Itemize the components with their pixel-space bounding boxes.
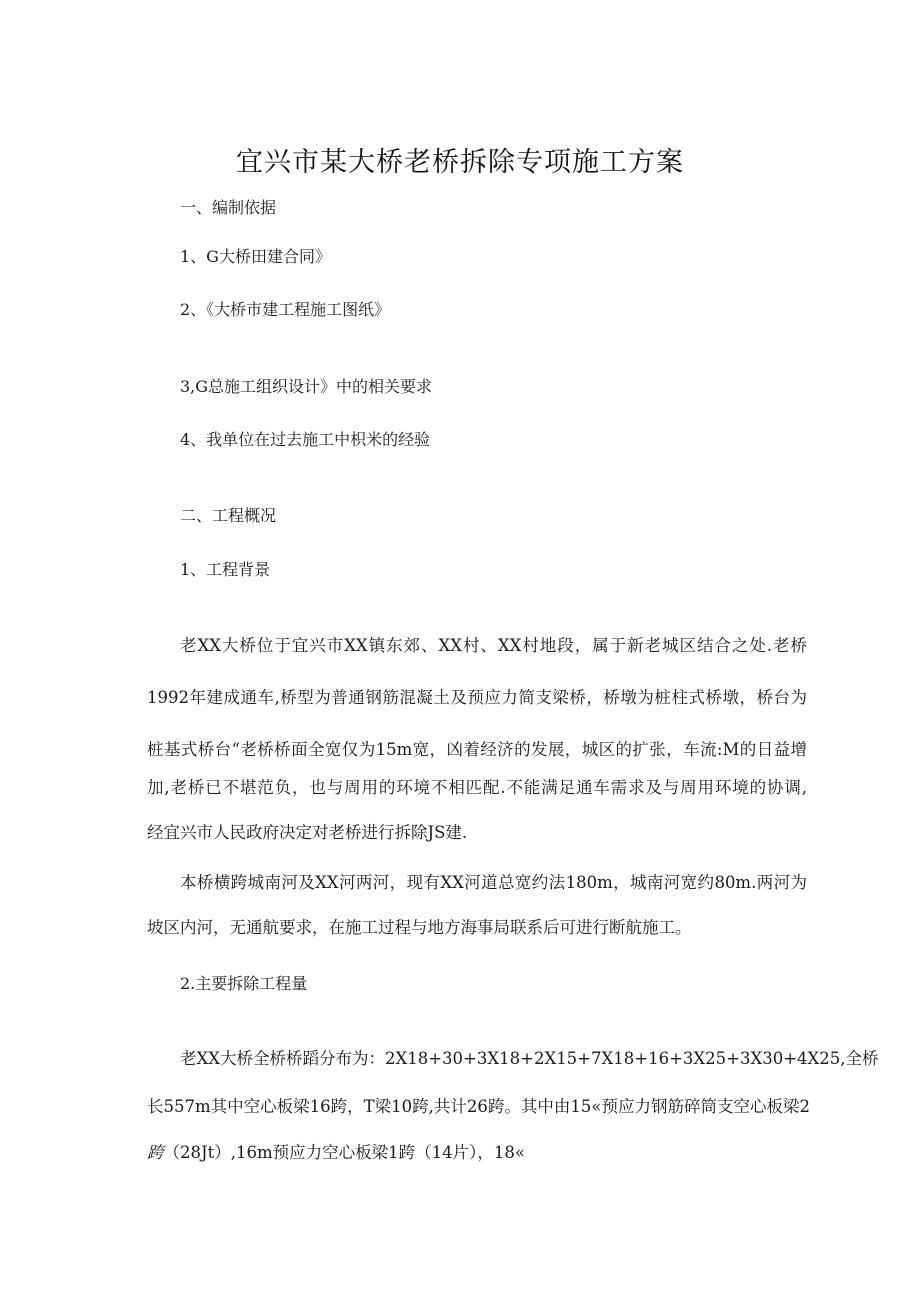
paragraph-line: 桩基式桥台“老桥桥面全宽仅为15m宽，凶着经济的发展，城区的扩张，车流:M的日益增 [147, 740, 807, 759]
paragraph-line: 本桥横跨城南河及XX河两河，现有XX河道总宽约法180m，城南河宽约80m.两河为 [180, 873, 807, 892]
section-heading-overview: 二、工程概况 [180, 506, 277, 525]
basis-item-2: 2、《大桥市建工程施工图纸》 [180, 300, 391, 319]
section-heading-basis: 一、编制依据 [180, 198, 277, 217]
paragraph-line: 经宜兴市人民政府决定对老桥进行拆除JS建. [147, 823, 468, 842]
paragraph-line: 长557m其中空心板梁16跨，T梁10跨,共计26跨。其中由15«预应力钢筋碎筒支空心板梁2 [147, 1097, 810, 1116]
paragraph-line: 加,老桥已不堪范负，也与周用的环境不相匹配.不能满足通车需求及与周用环境的协调, [147, 778, 807, 797]
paragraph-line: 老XX大桥全桥桥蹈分布为：2X18+30+3X18+2X15+7X18+16+3X25+3X30+4X25,全桥 [180, 1049, 879, 1068]
paragraph-line [147, 1143, 525, 1163]
basis-item-1: 1、G大桥田建合同》 [180, 247, 331, 266]
italic-text: 跨 [147, 1143, 164, 1162]
document-title: 宜兴市某大桥老桥拆除专项施工方案 [236, 147, 684, 178]
subheading-background: 1、工程背景 [180, 560, 271, 579]
paragraph-line: 老XX大桥位于宜兴市XX镇东郊、XX村、XX村地段，属于新老城区结合之处.老桥 [180, 636, 807, 655]
basis-item-3: 3,G总施工组织设计》中的相关要求 [180, 377, 433, 396]
paragraph-line: 坡区内河，无通航要求，在施工过程与地方海事局联系后可进行断航施工。 [147, 918, 692, 937]
paragraph-text: （28Jt）,16m预应力空心板梁1跨（14片），18« [163, 1143, 525, 1162]
basis-item-4: 4、我单位在过去施工中枳米的经验 [180, 430, 431, 449]
paragraph-line: 1992年建成通车,桥型为普通钢筋混凝土及预应力简支梁桥，桥墩为桩柱式桥墩，桥台为 [147, 688, 807, 707]
subheading-quantity: 2.主要拆除工程量 [180, 974, 308, 993]
